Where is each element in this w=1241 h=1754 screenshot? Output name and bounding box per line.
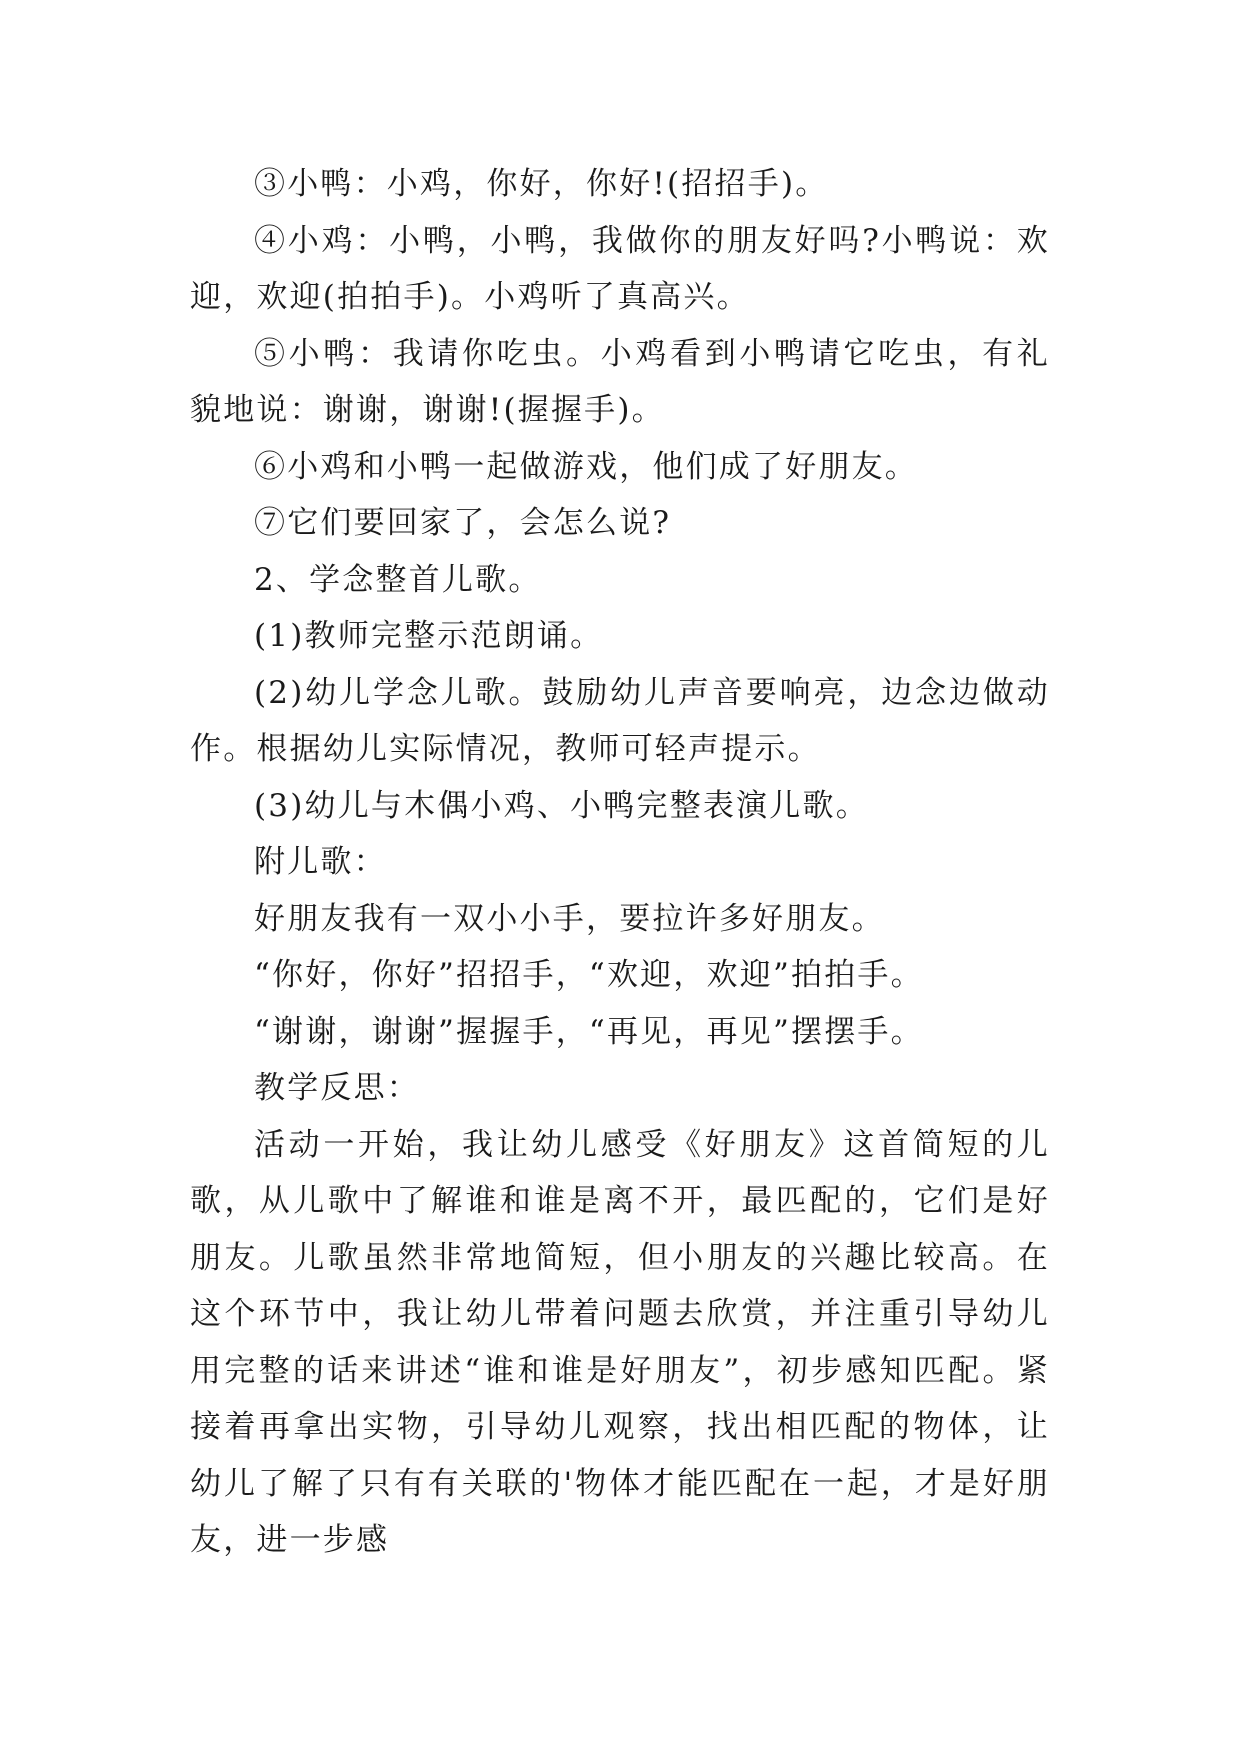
reflection-heading: 教学反思： bbox=[254, 1070, 420, 1106]
paragraph-dialogue-4: ④小鸡：小鸭，小鸭，我做你的朋友好吗?小鸭说：欢迎，欢迎(拍拍手)。小鸡听了真高兴。 bbox=[190, 222, 1050, 315]
step-1-paragraph: (1)教师完整示范朗诵。 bbox=[254, 618, 604, 654]
song-line-2: “你好，你好”招招手，“欢迎，欢迎”拍拍手。 bbox=[254, 957, 924, 993]
paragraph-dialogue-6: ⑥小鸡和小鸭一起做游戏，他们成了好朋友。 bbox=[254, 448, 918, 485]
paragraph-dialogue-7: ⑦它们要回家了，会怎么说? bbox=[254, 505, 672, 541]
step-3-paragraph: (3)幼儿与木偶小鸡、小鸭完整表演儿歌。 bbox=[254, 787, 869, 824]
document-body bbox=[190, 156, 1050, 1569]
appendix-heading: 附儿歌： bbox=[254, 844, 387, 880]
reflection-paragraph: 活动一开始，我让幼儿感受《好朋友》这首简短的儿歌，从儿歌中了解谁和谁是离不开，最匹配的，它们是好朋友。儿歌虽然非常地简短，但小朋友的兴趣比较高。在这个环节中，我让幼儿带着问题去欣赏，并注重引导幼儿用完整的话来讲述“谁和谁是好朋友”，初步感知匹配。紧接着再拿出实物，引导幼儿观察，找出相匹配的物体，让幼儿了解了只有有关联的'物体才能匹配在一起，才是好朋友，进一步感 bbox=[190, 1126, 1050, 1558]
song-line-1: 好朋友我有一双小小手，要拉许多好朋友。 bbox=[254, 900, 885, 937]
step-2-paragraph: (2)幼儿学念儿歌。鼓励幼儿声音要响亮，边念边做动作。根据幼儿实际情况，教师可轻声提示。 bbox=[190, 674, 1050, 767]
section-heading-learn-song: 2、学念整首儿歌。 bbox=[254, 561, 542, 598]
song-line-3: “谢谢，谢谢”握握手，“再见，再见”摆摆手。 bbox=[254, 1013, 924, 1050]
paragraph-dialogue-3: ③小鸭：小鸡，你好，你好!(招招手)。 bbox=[254, 166, 829, 202]
paragraph-dialogue-5: ⑤小鸭：我请你吃虫。小鸡看到小鸭请它吃虫，有礼貌地说：谢谢，谢谢!(握握手)。 bbox=[190, 335, 1050, 428]
